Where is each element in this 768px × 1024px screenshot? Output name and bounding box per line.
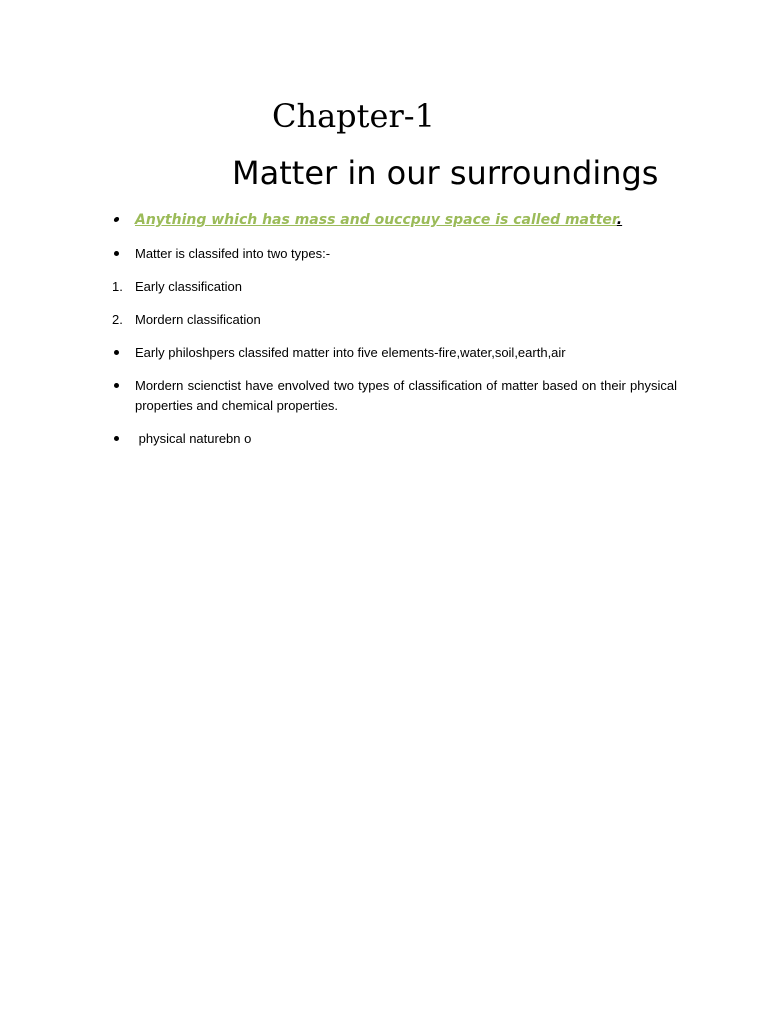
list-item (112, 277, 677, 297)
list-item (135, 244, 677, 264)
list-number: 1. (112, 279, 123, 294)
definition-text: Anything which has mass and ouccpuy space is called matter (135, 212, 617, 228)
page-title: Matter in our surroundings (232, 154, 659, 192)
list-number: 2. (112, 312, 123, 327)
bullet-icon (114, 251, 119, 256)
list-item-text: physical naturebn o (135, 431, 252, 446)
list-item (135, 429, 677, 449)
bullet-icon (114, 436, 119, 441)
definition-item (135, 210, 677, 230)
list-item (135, 343, 677, 363)
list-item-text: Early classification (135, 279, 242, 294)
bullet-icon (114, 383, 119, 388)
list-item-text: Mordern scienctist have envolved two types of classification of matter based on their physical properties and chemical properties. (135, 378, 677, 413)
list-item (135, 376, 677, 416)
definition-period: . (616, 212, 623, 228)
bullet-icon (114, 350, 119, 355)
list-item-text: Early philoshpers classifed matter into five elements-fire,water,soil,earth,air (135, 345, 566, 360)
list-item (112, 310, 677, 330)
list-item-text: Mordern classification (135, 312, 261, 327)
chapter-heading: Chapter-1 (272, 97, 435, 135)
bullet-icon (113, 217, 119, 222)
list-item-text: Matter is classifed into two types:- (135, 246, 331, 261)
